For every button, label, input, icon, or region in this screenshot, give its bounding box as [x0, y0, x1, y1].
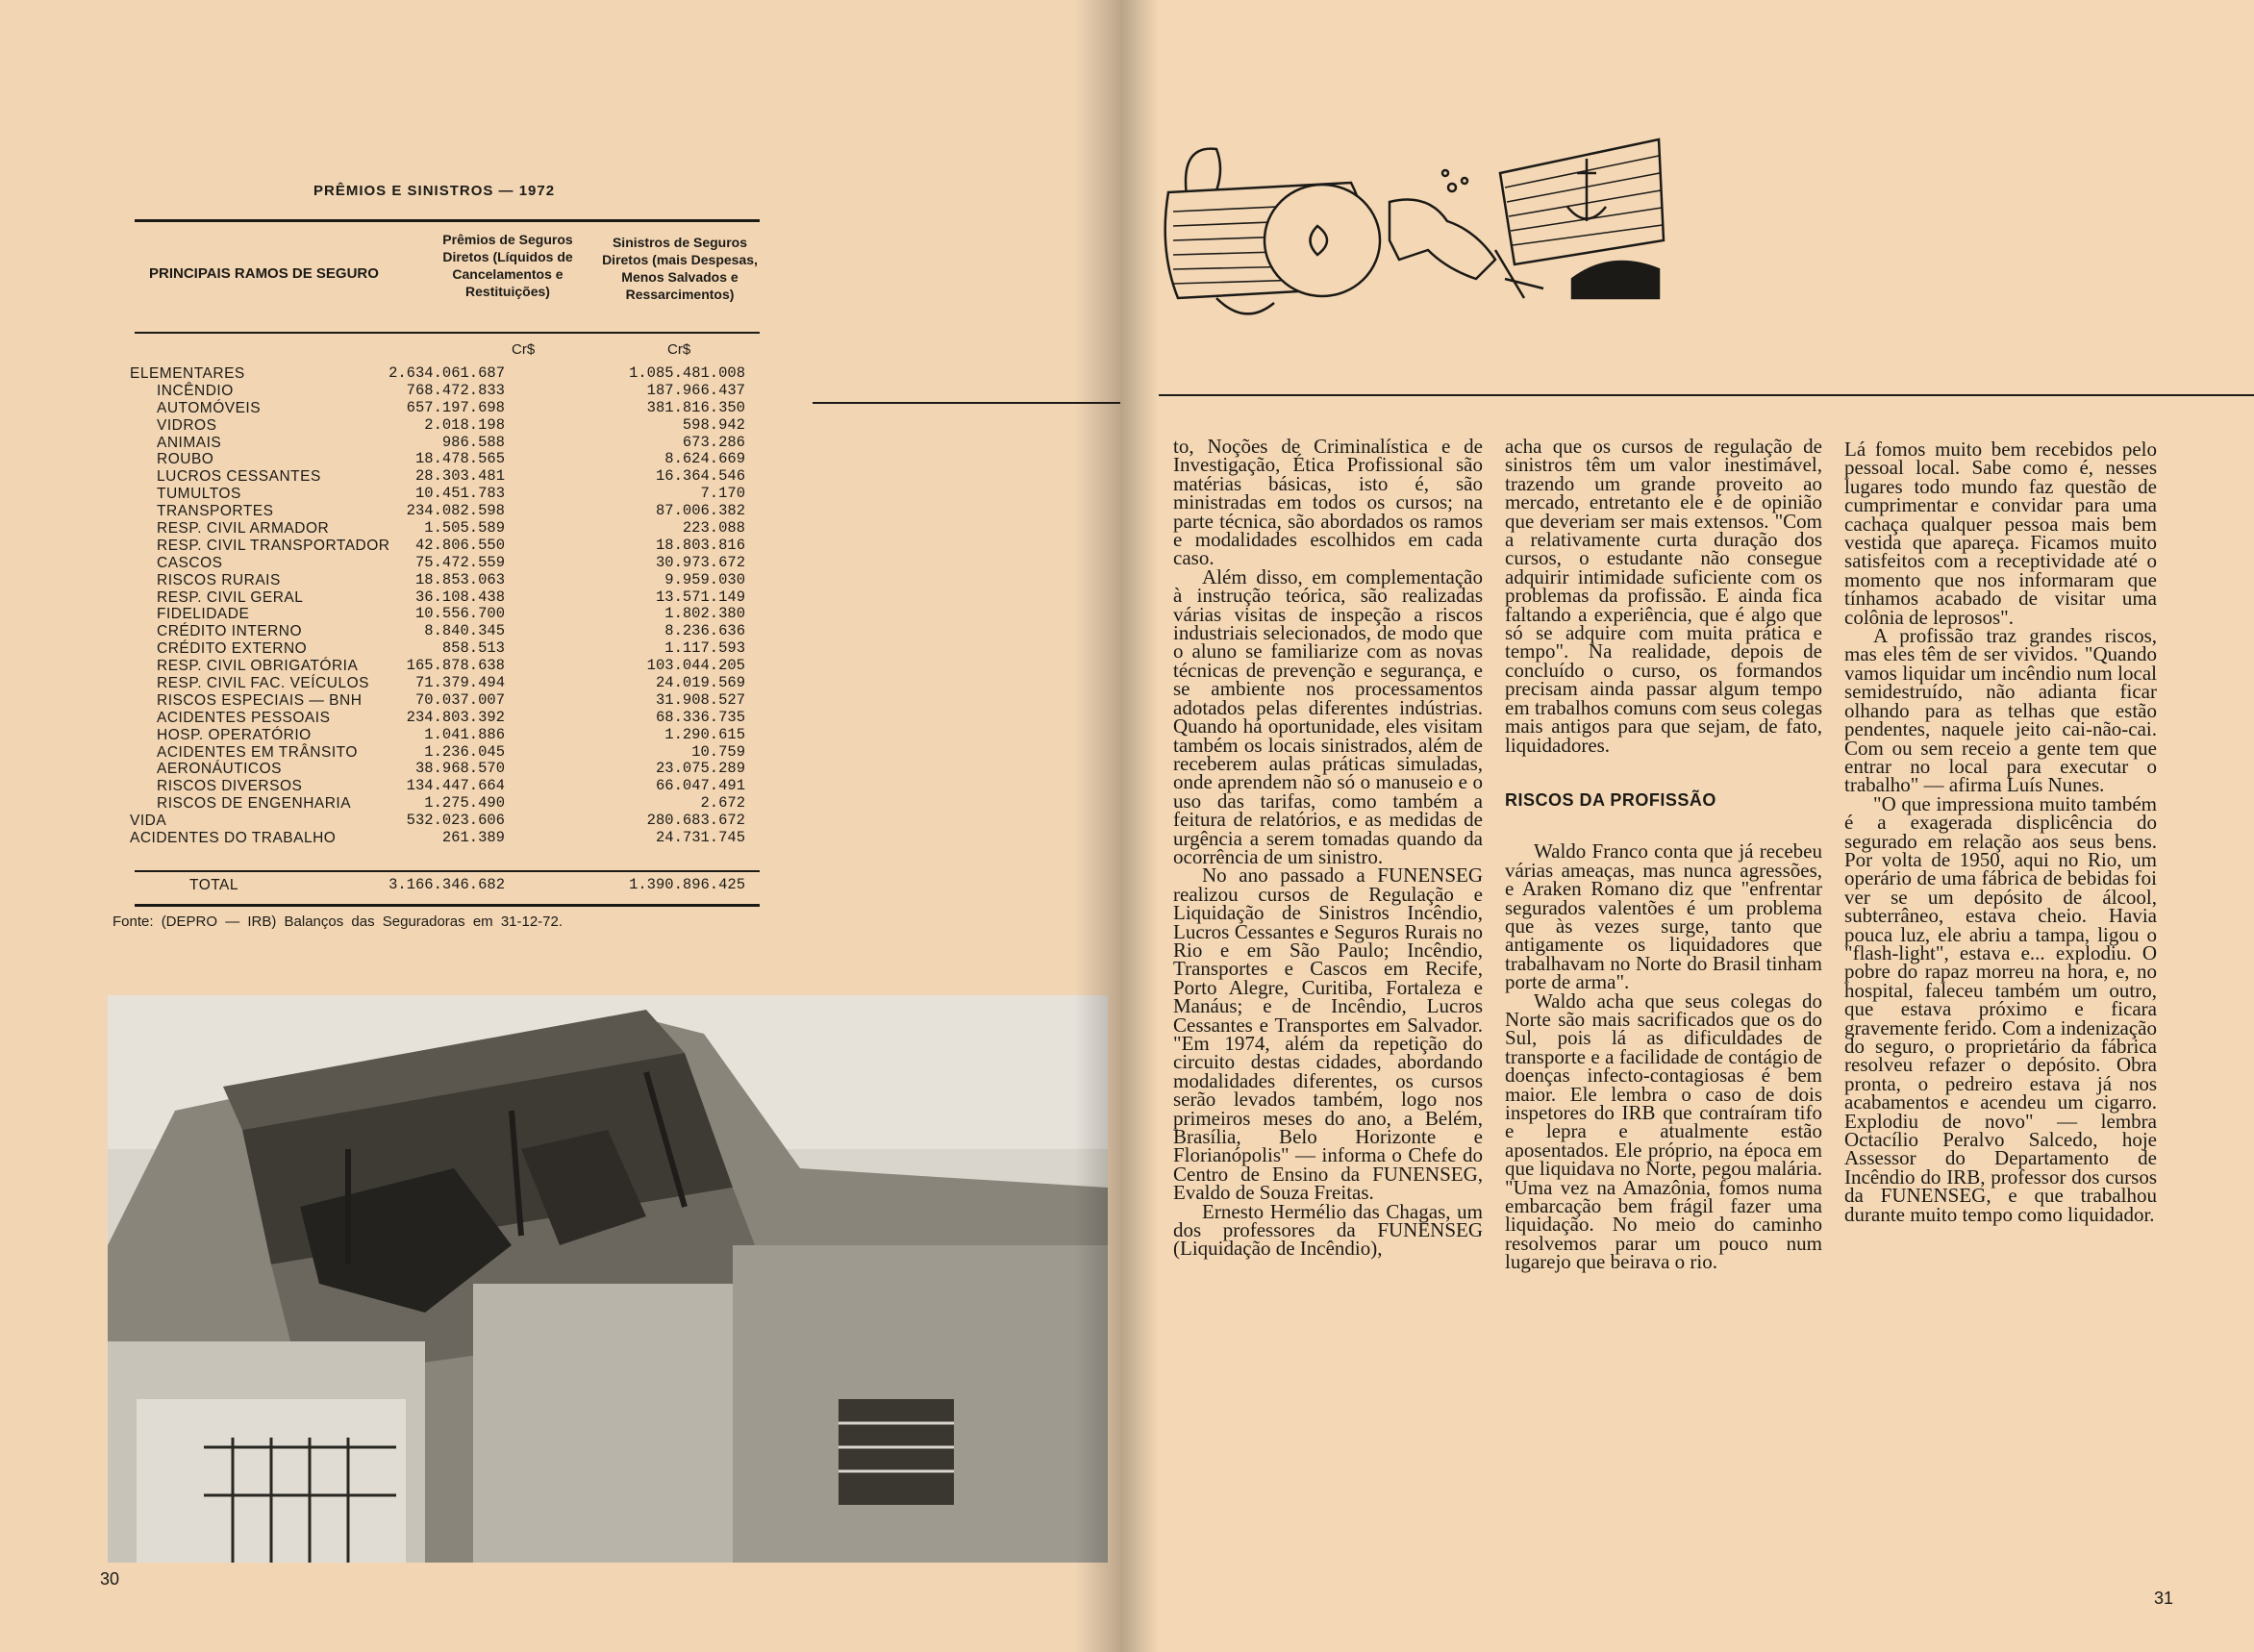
ramo-name: TUMULTOS: [157, 486, 241, 503]
unit-premios: Cr$: [512, 341, 536, 358]
ramo-name: ELEMENTARES: [130, 365, 245, 382]
table-row: [130, 365, 745, 383]
table-row: [130, 830, 745, 847]
table-row: [130, 486, 745, 503]
ramo-name: AUTOMÓVEIS: [157, 399, 262, 416]
page-number-right: 31: [2154, 1589, 2174, 1608]
ramo-name: HOSP. OPERATÓRIO: [157, 726, 312, 743]
sinistros-value: 2.672: [700, 794, 745, 813]
premios-value: 986.588: [441, 433, 505, 451]
ramo-name: AERONÁUTICOS: [157, 761, 283, 778]
premios-value: 165.878.638: [406, 657, 505, 675]
article-column-2: [1505, 435, 1822, 1274]
paragraph: No ano passado a FUNENSEG realizou cursos de Regulação e Liquidação de Sinistros Incêndio, Lucros Cessantes e Seguros Rurais no Rio e em São Paulo; Incêndio, Transportes e Cascos em Recife, Porto Alegre, Curitiba, Fortaleza e Manáus; e de Incêndio, Lucros Cessantes e Transportes em Salvador. "Em 1974, além da repetição do circuito destas cidades, abordando modalidades diferentes, os cursos serão levados também, logo nos primeiros meses do ano, a Belém, Brasília, Belo Horizonte e Florianópolis" — informa o Chefe do Centro de Ensino da FUNENSEG, Evaldo de Souza Freitas.: [1173, 864, 1483, 1205]
table-row: [130, 778, 745, 795]
table-row: [130, 606, 745, 623]
table-row: [130, 383, 745, 400]
sinistros-value: 66.047.491: [655, 777, 745, 795]
table-row: [130, 658, 745, 675]
sinistros-value: 7.170: [700, 485, 745, 503]
premios-value: 18.478.565: [414, 450, 505, 468]
premios-value: 10.451.783: [414, 485, 505, 503]
premios-value: 234.803.392: [406, 708, 505, 726]
premios-value: 18.853.063: [414, 570, 505, 588]
article-column-3: [1844, 440, 2157, 1224]
table-header-ramos: PRINCIPAIS RAMOS DE SEGURO: [149, 265, 379, 282]
article-column-1: [1173, 435, 1483, 1261]
table-title: PRÊMIOS E SINISTROS — 1972: [313, 183, 556, 199]
total-sinistros: 1.390.896.425: [629, 876, 745, 893]
ramo-name: RESP. CIVIL TRANSPORTADOR: [157, 537, 390, 554]
sinistros-value: 13.571.149: [655, 588, 745, 606]
sinistros-value: 8.236.636: [664, 622, 745, 640]
table-row: [130, 520, 745, 538]
table-header-sinistros: Sinistros de Seguros Diretos (mais Despesas, Menos Salvados e Ressarcimentos): [602, 235, 758, 302]
page-number-left: 30: [100, 1569, 120, 1589]
table-row: [130, 451, 745, 468]
paragraph: A profissão traz grandes riscos, mas eles têm de ser vividos. "Quando vamos liquidar um incêndio num local semidestruído, não adianta ficar olhando para as telhas que estão pendentes, naquele jeito cai-não-cai. Com ou sem receio a gente tem que entrar no local para executar o trabalho" — afirma Luís Nunes.: [1844, 624, 2157, 797]
sinistros-value: 31.908.527: [655, 690, 745, 709]
ramo-name: ANIMAIS: [157, 434, 222, 451]
ramo-name: VIDROS: [157, 416, 217, 434]
ramo-name: ACIDENTES PESSOAIS: [157, 709, 331, 726]
table-row: [130, 727, 745, 744]
table-row: [130, 692, 745, 710]
ramo-name: RESP. CIVIL FAC. VEÍCULOS: [157, 675, 369, 692]
premios-value: 38.968.570: [414, 760, 505, 778]
sinistros-value: 1.290.615: [664, 725, 745, 743]
ramo-name: VIDA: [130, 813, 167, 830]
sinistros-value: 18.803.816: [655, 536, 745, 554]
sinistros-value: 1.802.380: [664, 605, 745, 623]
ramo-name: RISCOS DIVERSOS: [157, 778, 303, 795]
sinistros-value: 223.088: [682, 519, 745, 538]
sinistros-value: 68.336.735: [655, 708, 745, 726]
premios-value: 261.389: [441, 829, 505, 847]
premios-value: 42.806.550: [414, 536, 505, 554]
table-row: [130, 640, 745, 658]
premios-value: 234.082.598: [406, 502, 505, 520]
paragraph: Waldo acha que seus colegas do Norte são mais sacrificados que os do Sul, pois lá as dificuldades de transporte e a facilidade de contágio de doenças infecto-contagiosas é bem maior. Ele lembra o caso de dois inspetores do IRB que contraíram tifo e lepra e atualmente estão aposentados. Ele próprio, na época em que liquidava no Norte, pegou malária. "Uma vez na Amazônia, fomos numa embarcação bem frágil fazer uma liquidação. No meio do caminho resolvemos parar um pouco num lugarejo que beirava o rio.: [1505, 989, 1822, 1274]
ramo-name: LUCROS CESSANTES: [157, 468, 321, 486]
premios-value: 1.041.886: [424, 725, 505, 743]
table-row: [130, 555, 745, 572]
ramo-name: TRANSPORTES: [157, 503, 274, 520]
sinistros-value: 9.959.030: [664, 570, 745, 588]
table-row: [130, 623, 745, 640]
table-header-premios: Prêmios de Seguros Diretos (Líquidos de Cancelamentos e Restituições): [442, 232, 573, 299]
left-page: [0, 0, 1120, 1652]
ramo-name: CRÉDITO INTERNO: [157, 623, 303, 640]
table-row: [130, 744, 745, 762]
premios-value: 28.303.481: [414, 467, 505, 486]
premios-value: 134.447.664: [406, 777, 505, 795]
premios-value: 75.472.559: [414, 553, 505, 571]
sinistros-value: 87.006.382: [655, 502, 745, 520]
table-row: [130, 400, 745, 417]
paragraph: Waldo Franco conta que já recebeu várias ameaças, mas nunca agressões, e Araken Romano diz que "enfrentar segurados valentões é um problema que às vezes surge, tanto que antigamente os liquidadores que trabalhavam no Norte do Brasil tinham porte de arma".: [1505, 839, 1822, 994]
ramo-name: INCÊNDIO: [157, 382, 234, 399]
sinistros-value: 187.966.437: [646, 381, 745, 399]
ramo-name: CASCOS: [157, 554, 223, 571]
sinistros-value: 103.044.205: [646, 657, 745, 675]
ramo-name: FIDELIDADE: [157, 606, 250, 623]
table-rule-bottom: [135, 904, 760, 907]
paragraph: to, Noções de Criminalística e de Investigação, Ética Profissional são matérias básicas, isto é, são ministradas em todos os cursos; na parte técnica, são abordados os ramos e modalidades escolhidos em cada caso.: [1173, 435, 1483, 570]
premios-value: 8.840.345: [424, 622, 505, 640]
sinistros-value: 673.286: [682, 433, 745, 451]
paragraph: Lá fomos muito bem recebidos pelo pessoal local. Sabe como é, nesses lugares todo mundo faz questão de cumprimentar e convidar para uma cachaça qualquer pessoa mais bem vestida que apareça. Ficamos muito satisfeitos com a receptividade até o momento que nos informaram que tínhamos acabado de visitar uma colônia de leprosos".: [1844, 438, 2157, 629]
sinistros-value: 16.364.546: [655, 467, 745, 486]
table-row: [130, 538, 745, 555]
table-row: [130, 417, 745, 435]
table-rule-total: [135, 870, 760, 872]
premios-value: 532.023.606: [406, 812, 505, 830]
table-row: [130, 675, 745, 692]
sinistros-value: 1.117.593: [664, 639, 745, 658]
sinistros-value: 8.624.669: [664, 450, 745, 468]
ramo-name: RESP. CIVIL OBRIGATÓRIA: [157, 658, 359, 675]
ramo-name: ROUBO: [157, 451, 214, 468]
table-row: [130, 468, 745, 486]
sinistros-value: 10.759: [691, 742, 745, 761]
ramo-name: RISCOS DE ENGENHARIA: [157, 795, 352, 813]
total-premios: 3.166.346.682: [388, 876, 505, 893]
premios-value: 858.513: [441, 639, 505, 658]
paragraph: "O que impressiona muito também é a exagerada displicência do segurado em relação aos seus bens. Por volta de 1950, aqui no Rio, um operário de uma fábrica de bebidas foi ver se um depósito de álcool, subterrâneo, estava cheio. Havia pouca luz, ele abriu a tampa, ligou o "flash-light", estava e... explodiu. O pobre do rapaz morreu na hora, e, no hospital, faleceu também um outro, que estava próximo e ficara gravemente ferido. Com a indenização do seguro, o proprietário da fábrica resolveu refazer o depósito. Obra pronta, o pedreiro estava já nos acabamentos e acendeu um cigarro. Explodiu de novo" — lembra Octacílio Peralvo Salcedo, hoje Assessor do Departamento de Incêndio do IRB, professor dos cursos da FUNENSEG, e que trabalhou durante muito tempo como liquidador.: [1844, 791, 2157, 1226]
section-subheading: RISCOS DA PROFISSÃO: [1505, 789, 1716, 810]
cartoon-fish-diver-icon: [1159, 135, 1678, 327]
premios-value: 1.275.490: [424, 794, 505, 813]
paragraph: acha que os cursos de regulação de sinistros têm um valor inestimável, trazendo um grande proveito ao mercado, entretanto ele é de opinião que deveriam ser mais extensos. "Com a relativamente curta duração dos cursos, o estudante não consegue adquirir intimidade suficiente com os problemas da profissão. E ainda fica faltando a experiência, que é algo que só se adquire com muita prática e tempo". Na realidade, depois de concluído o curso, os formandos precisam ainda passar algum tempo em trabalhos comuns com seus colegas mais antigos para que sejam, de fato, liquidadores.: [1505, 435, 1822, 757]
premios-value: 2.634.061.687: [388, 364, 505, 382]
table-row: [130, 572, 745, 589]
table-row: [130, 503, 745, 520]
table-body: [130, 365, 745, 847]
section-rule-right: [1159, 394, 2254, 396]
table-row: [130, 710, 745, 727]
table-row: [130, 761, 745, 778]
paragraph: Além disso, em complementação à instrução teórica, são realizadas várias visitas de inspeção a riscos industriais selecionados, de modo que o aluno se familiarize com as novas técnicas de prevenção e segurança, e se ambiente nos processamentos adotados pelas diferentes indústrias. Quando há oportunidade, eles visitam também os locais sinistrados, além de receberem aulas práticas simuladas, onde aprendem não só o manuseio e o uso das tarifas, como também a feitura de relatórios, e as medidas de urgência a serem tomadas quando da ocorrência de um sinistro.: [1173, 564, 1483, 868]
premios-value: 1.236.045: [424, 742, 505, 761]
premios-value: 10.556.700: [414, 605, 505, 623]
premios-value: 71.379.494: [414, 674, 505, 692]
sinistros-value: 24.019.569: [655, 674, 745, 692]
table-total-row: [130, 877, 745, 894]
sinistros-value: 381.816.350: [646, 398, 745, 416]
premios-value: 2.018.198: [424, 415, 505, 434]
premios-value: 657.197.698: [406, 398, 505, 416]
table-row: [130, 813, 745, 830]
sinistros-value: 30.973.672: [655, 553, 745, 571]
damaged-building-photo: [108, 995, 1108, 1563]
ramo-name: ACIDENTES EM TRÂNSITO: [157, 743, 358, 761]
table-rule-header: [135, 332, 760, 334]
table-row: [130, 435, 745, 452]
sinistros-value: 1.085.481.008: [629, 364, 745, 382]
ramo-name: CRÉDITO EXTERNO: [157, 640, 308, 658]
paragraph: Ernesto Hermélio das Chagas, um dos professores da FUNENSEG (Liquidação de Incêndio),: [1173, 1199, 1483, 1261]
table-row: [130, 589, 745, 607]
ramo-name: ACIDENTES DO TRABALHO: [130, 830, 337, 847]
table-rule-top: [135, 219, 760, 222]
table-row: [130, 795, 745, 813]
ramo-name: RESP. CIVIL ARMADOR: [157, 520, 330, 538]
ramo-name: RESP. CIVIL GERAL: [157, 588, 304, 606]
sinistros-value: 280.683.672: [646, 812, 745, 830]
table-source: Fonte: (DEPRO — IRB) Balanços das Seguradoras em 31-12-72.: [113, 914, 564, 930]
unit-sinistros: Cr$: [667, 341, 691, 358]
sinistros-value: 598.942: [682, 415, 745, 434]
section-rule-left: [813, 402, 1120, 404]
sinistros-value: 23.075.289: [655, 760, 745, 778]
sinistros-value: 24.731.745: [655, 829, 745, 847]
ramo-name: RISCOS RURAIS: [157, 571, 281, 588]
total-label: TOTAL: [189, 877, 239, 893]
ramo-name: RISCOS ESPECIAIS — BNH: [157, 691, 363, 709]
premios-value: 1.505.589: [424, 519, 505, 538]
premios-value: 70.037.007: [414, 690, 505, 709]
premios-value: 36.108.438: [414, 588, 505, 606]
premios-value: 768.472.833: [406, 381, 505, 399]
